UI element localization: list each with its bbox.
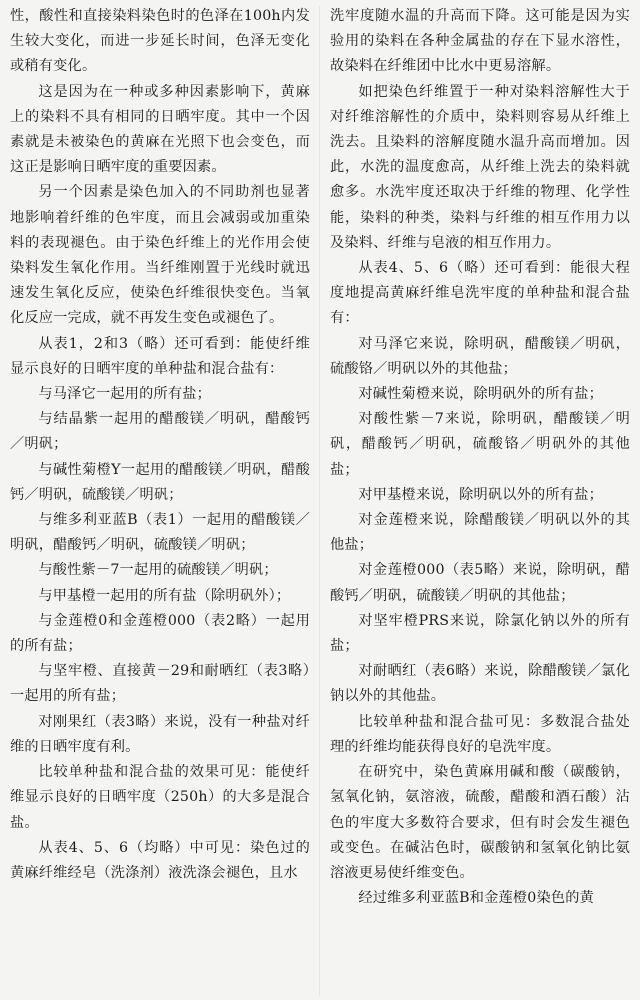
paragraph: 对坚牢橙PRS来说，除氯化钠以外的所有盐； — [330, 612, 630, 655]
paragraph: 与碱性菊橙Y一起用的醋酸镁／明矾，醋酸钙／明矾，硫酸镁／明矾； — [10, 461, 310, 503]
paragraph: 对刚果红（表3略）来说，没有一种盐对纤维的日晒牢度有利。 — [10, 713, 310, 755]
paragraph: 与马泽它一起用的所有盐； — [38, 386, 212, 403]
paragraph: 与坚牢橙、直接黄－29和耐晒红（表3略）一起用的所有盐； — [10, 663, 310, 705]
paragraph: 比较单种盐和混合盐可见：多数混合盐处理的纤维均能获得良好的皂洗牢度。 — [330, 713, 630, 755]
paragraph: 在研究中，染色黄麻用碱和酸（碳酸钠，氢氧化钠，氨溶液，硫酸，醋酸和酒石酸）沾色的牢度大多数符合要求，但有时会发生褪色或变色。在碱沾色时，碳酸钠和氢氧化钠比氨溶液更易使纤维变色。 — [330, 764, 630, 881]
paragraph: 另一个因素是染色加入的不同助剂也显著地影响着纤维的色牢度，而且会减弱或加重染料的表现褪色。由于染色纤维上的光作用会使染料发生氧化作用。当纤维刚置于光线时就迅速发生氧化反应，使染色纤维很快变色。当氧化反应一完成，就不再发生变色或褪色了。 — [10, 184, 310, 327]
paragraph: 与金莲橙0和金莲橙000（表2略）一起用的所有盐； — [10, 612, 310, 655]
paragraph: 对马泽它来说，除明矾，醋酸镁／明矾，硫酸铬／明矾以外的其他盐； — [330, 335, 630, 377]
paragraph: 如把染色纤维置于一种对染料溶解性大于对纤维溶解性的介质中，染料则容易从纤维上洗去。且染料的溶解度随水温升高而增加。因此，水洗的温度愈高，从纤维上洗去的染料就愈多。水洗牢度还取决于纤维的物理、化学性能，染料的种类，染料与纤维的相互作用力以及染料、纤维与皂液的相互作用力。 — [330, 83, 630, 251]
paragraph: 经过维多利亚蓝B和金莲橙0染色的黄 — [358, 890, 595, 907]
paragraph: 对酸性紫－7来说，除明矾，醋酸镁／明矾，醋酸钙／明矾，硫酸铬／明矾外的其他盐； — [330, 411, 630, 478]
paragraph: 对甲基橙来说，除明矾以外的所有盐； — [358, 486, 603, 503]
left-text-column — [10, 4, 310, 1000]
paragraph: 与酸性紫－7一起用的硫酸镁／明矾； — [38, 562, 278, 579]
paragraph: 从表4、5、6（均略）中可见：染色过的黄麻纤维经皂（洗涤剂）液洗涤会褪色，且水 — [10, 839, 310, 881]
paragraph: 与结晶紫一起用的醋酸镁／明矾，醋酸钙／明矾； — [10, 411, 310, 453]
paragraph: 与维多利亚蓝B（表1）一起用的醋酸镁／明矾，醋酸钙／明矾，硫酸镁／明矾； — [10, 512, 310, 554]
column-gutter — [319, 6, 320, 996]
paragraph: 对耐晒红（表6略）来说，除醋酸镁／氯化钠以外的其他盐。 — [330, 663, 630, 705]
paragraph: 对金莲橙来说，除醋酸镁／明矾以外的其他盐； — [330, 512, 630, 554]
paragraph: 比较单种盐和混合盐的效果可见：能使纤维显示良好的日晒牢度（250h）的大多是混合盐。 — [10, 764, 310, 831]
paragraph: 从表1，2和3（略）还可看到：能使纤维显示良好的日晒牢度的单种盐和混合盐有： — [10, 335, 310, 377]
right-text-column — [330, 4, 630, 1000]
paragraph: 对金莲橙000（表5略）来说，除明矾，醋酸钙／明矾，硫酸镁／明矾的其他盐； — [330, 562, 630, 604]
paragraph: 从表4、5、6（略）还可看到：能很大程度地提高黄麻纤维皂洗牢度的单种盐和混合盐有： — [330, 260, 630, 327]
paragraph: 性，酸性和直接染料染色时的色泽在100h内发生较大变化，而进一步延长时间，色泽无变化或稍有变化。 — [10, 8, 310, 75]
paragraph: 与甲基橙一起用的所有盐（除明矾外）； — [38, 587, 291, 604]
paragraph: 洗牢度随水温的升高而下降。这可能是因为实验用的染料在各种金属盐的存在下显水溶性，故染料在纤维团中比水中更易溶解。 — [330, 8, 630, 75]
paragraph: 对碱性菊橙来说，除明矾外的所有盐； — [358, 386, 603, 403]
paragraph: 这是因为在一种或多种因素影响下，黄麻上的染料不具有相同的日晒牢度。其中一个因素就是未被染色的黄麻在光照下也会变色，而这正是影响日晒牢度的重要因素。 — [10, 83, 310, 176]
